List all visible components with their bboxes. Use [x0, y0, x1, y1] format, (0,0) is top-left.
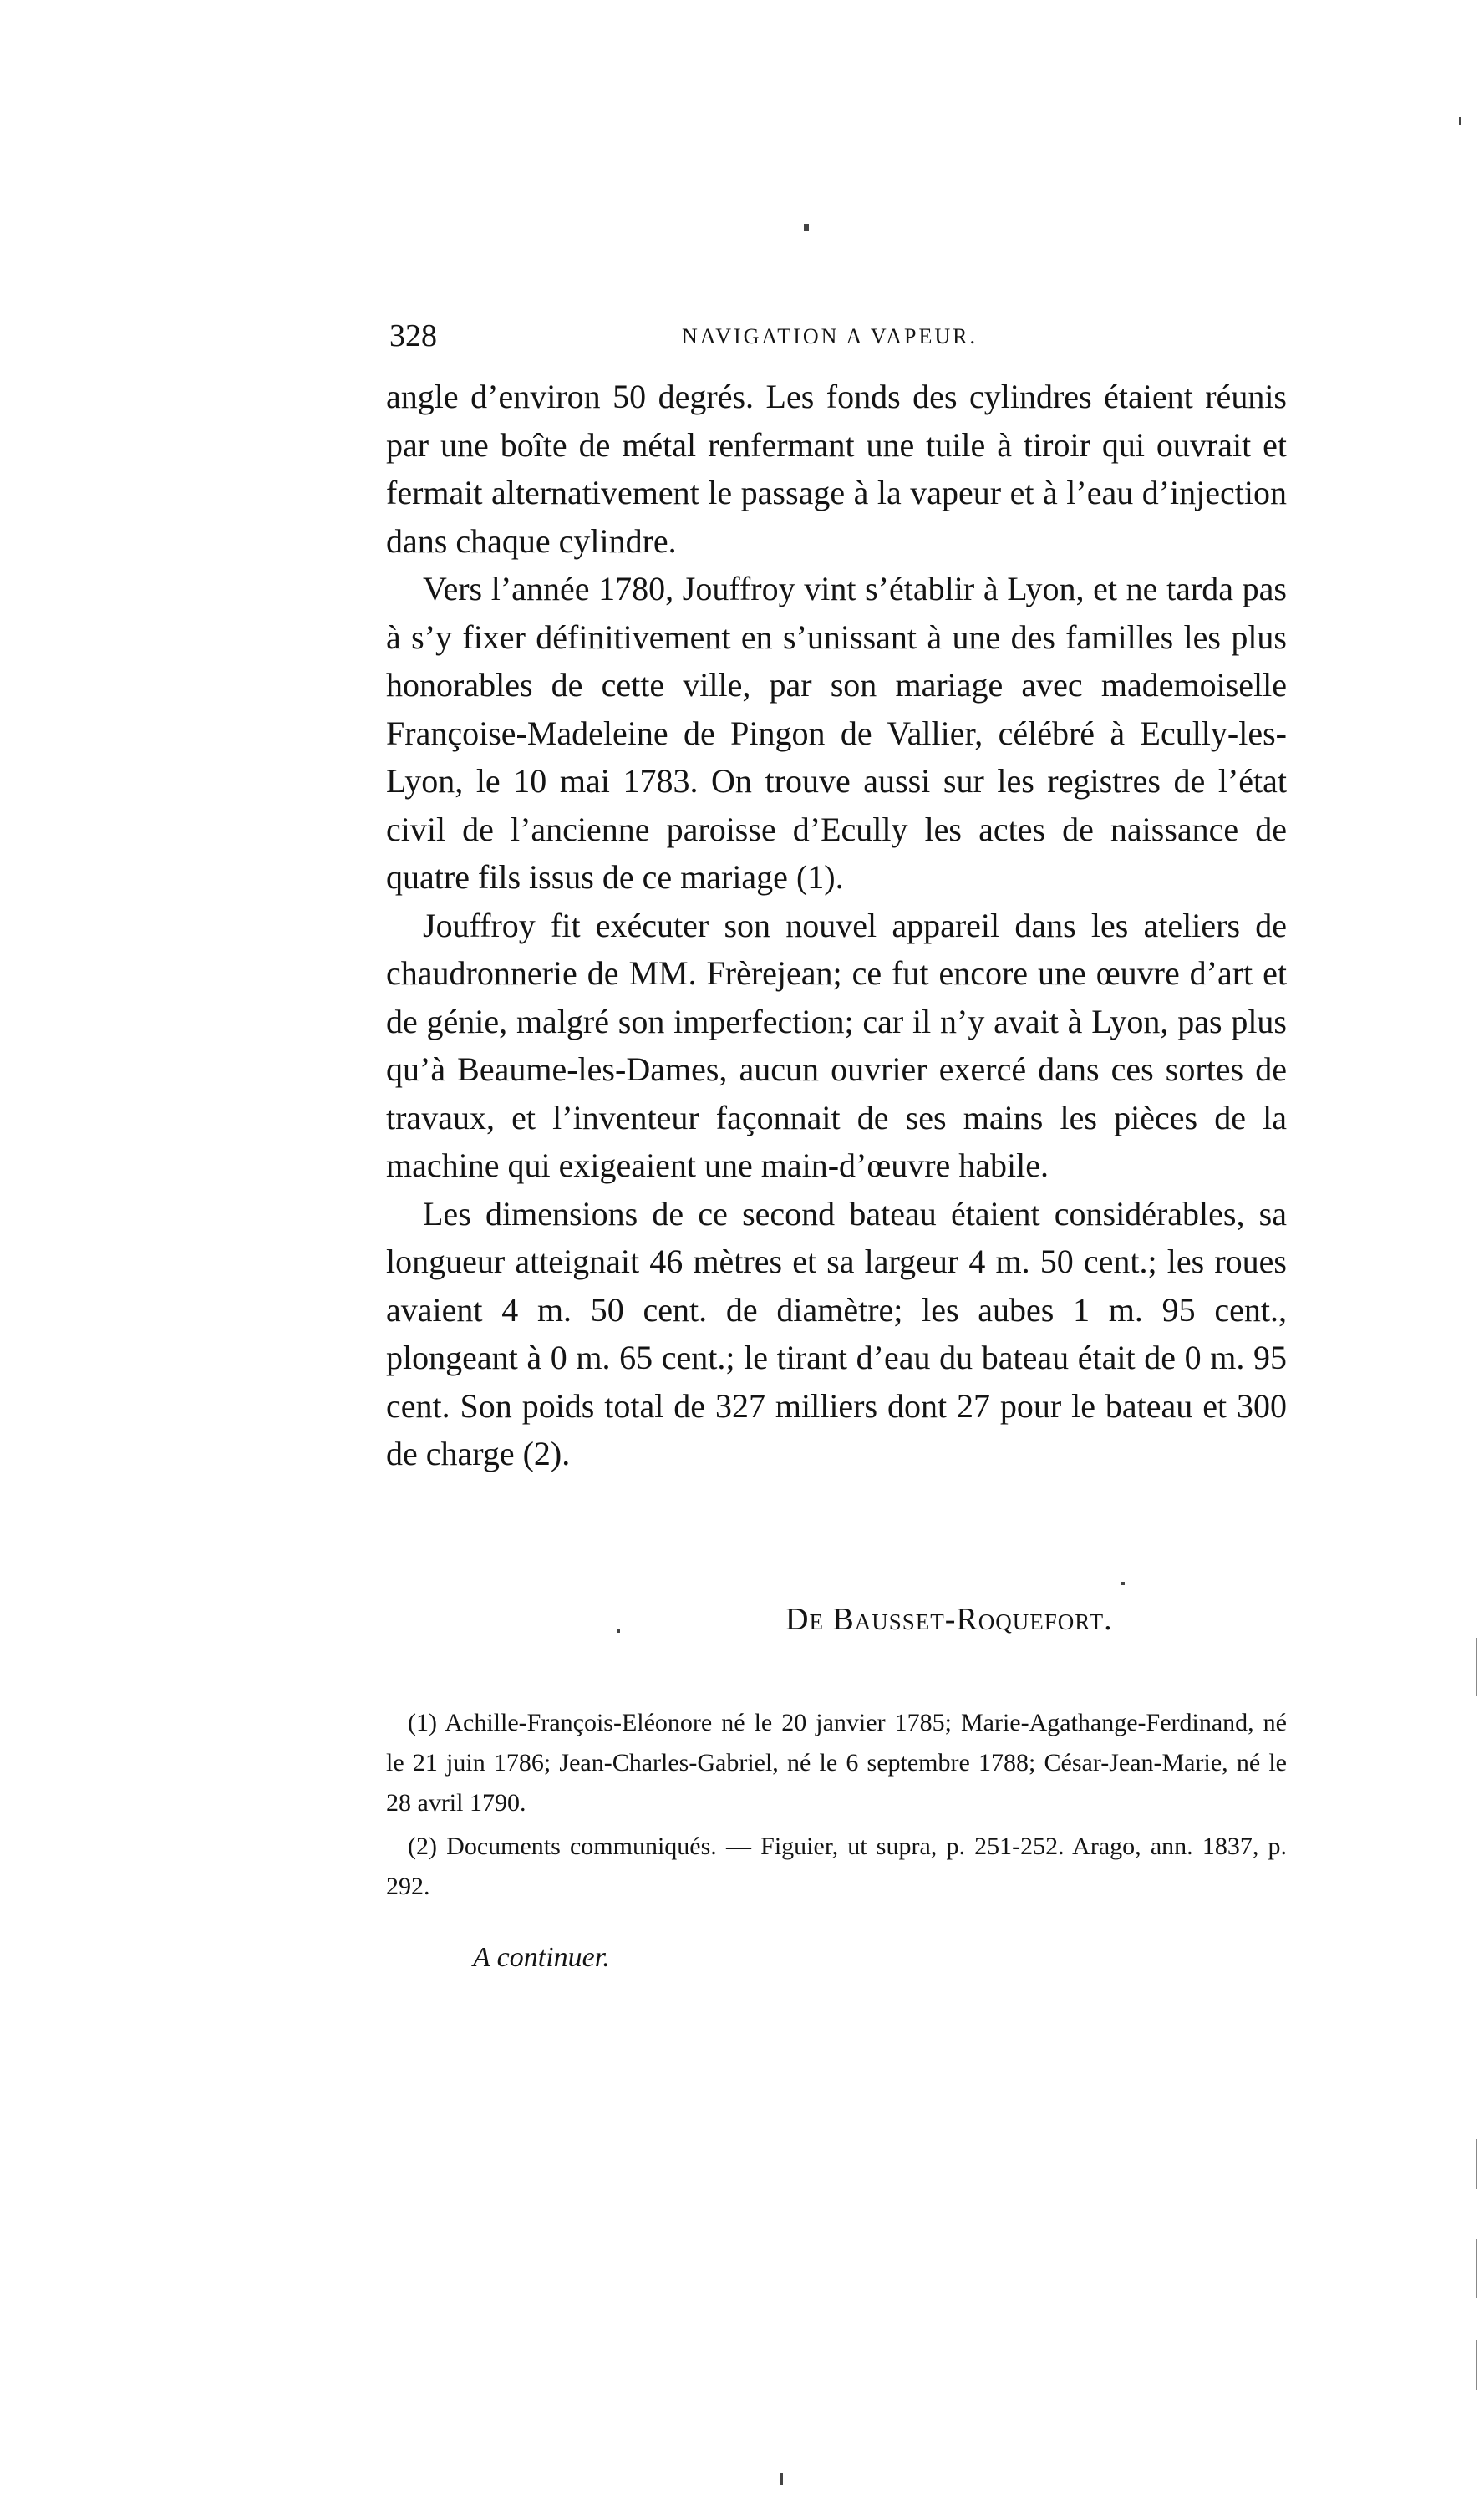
footnote: (2) Documents communiqués. — Figuier, ut supra, p. 251-252. Arago, ann. 1837, p. 292.	[386, 1833, 1287, 1900]
scan-speck	[1121, 1582, 1125, 1585]
author-signature: De Bausset-Roquefort.	[785, 1602, 1113, 1637]
paragraph: Les dimensions de ce second bateau étaient considérables, sa longueur atteignait 46 mètres et sa largeur 4 m. 50 cent.; les roues avaient 4 m. 50 cent. de diamètre; les aubes 1 m. 95 cent., plongeant à 0 m. 65 cent.; le tirant d’eau du bateau était de 0 m. 95 cent. Son poids total de 327 milliers dont 27 pour le bateau et 300 de charge (2).	[386, 1194, 1287, 1472]
margin-mark	[1476, 1638, 1477, 1696]
margin-mark	[1476, 2139, 1477, 2189]
margin-mark	[1476, 2239, 1477, 2298]
scan-speck	[804, 224, 809, 231]
continuation-note: A continuer.	[473, 1942, 610, 1973]
scan-speck	[780, 2473, 783, 2485]
margin-mark	[1476, 2340, 1477, 2390]
body-text	[386, 373, 1287, 1478]
footnotes	[386, 1703, 1287, 1910]
paragraph: Jouffroy fit exécuter son nouvel appareil dans les ateliers de chaudronnerie de MM. Frèrejean; ce fut encore une œuvre d’art et de génie, malgré son imperfection; car il n’y avait à Lyon, pas plus qu’à Beaume-les-Dames, aucun ouvrier exercé dans ces sortes de travaux, et l’inventeur façonnait de ses mains les pièces de la machine qui exigeaient une main-d’œuvre habile.	[386, 906, 1287, 1184]
scan-speck	[617, 1629, 620, 1633]
scan-speck	[1459, 117, 1461, 125]
running-title: NAVIGATION A VAPEUR.	[682, 324, 978, 348]
footnote: (1) Achille-François-Eléonore né le 20 janvier 1785; Marie-Agathange-Ferdinand, né le 21 juin 1786; Jean-Charles-Gabriel, né le 6 septembre 1788; César-Jean-Marie, né le 28 avril 1790.	[386, 1709, 1287, 1817]
paragraph: Vers l’année 1780, Jouffroy vint s’établir à Lyon, et ne tarda pas à s’y fixer définitivement en s’unissant à une des familles les plus honorables de cette ville, par son mariage avec mademoiselle Françoise-Madeleine de Pingon de Vallier, célébré à Ecully-les-Lyon, le 10 mai 1783. On trouve aussi sur les registres de l’état civil de l’ancienne paroisse d’Ecully les actes de naissance de quatre fils issus de ce mariage (1).	[386, 570, 1287, 896]
page-number: 328	[389, 318, 437, 353]
paragraph: angle d’environ 50 degrés. Les fonds des cylindres étaient réunis par une boîte de métal renfermant une tuile à tiroir qui ouvrait et fermait alternativement le passage à la vapeur et à l’eau d’injection dans chaque cylindre.	[386, 378, 1287, 560]
page-header	[389, 318, 1283, 359]
